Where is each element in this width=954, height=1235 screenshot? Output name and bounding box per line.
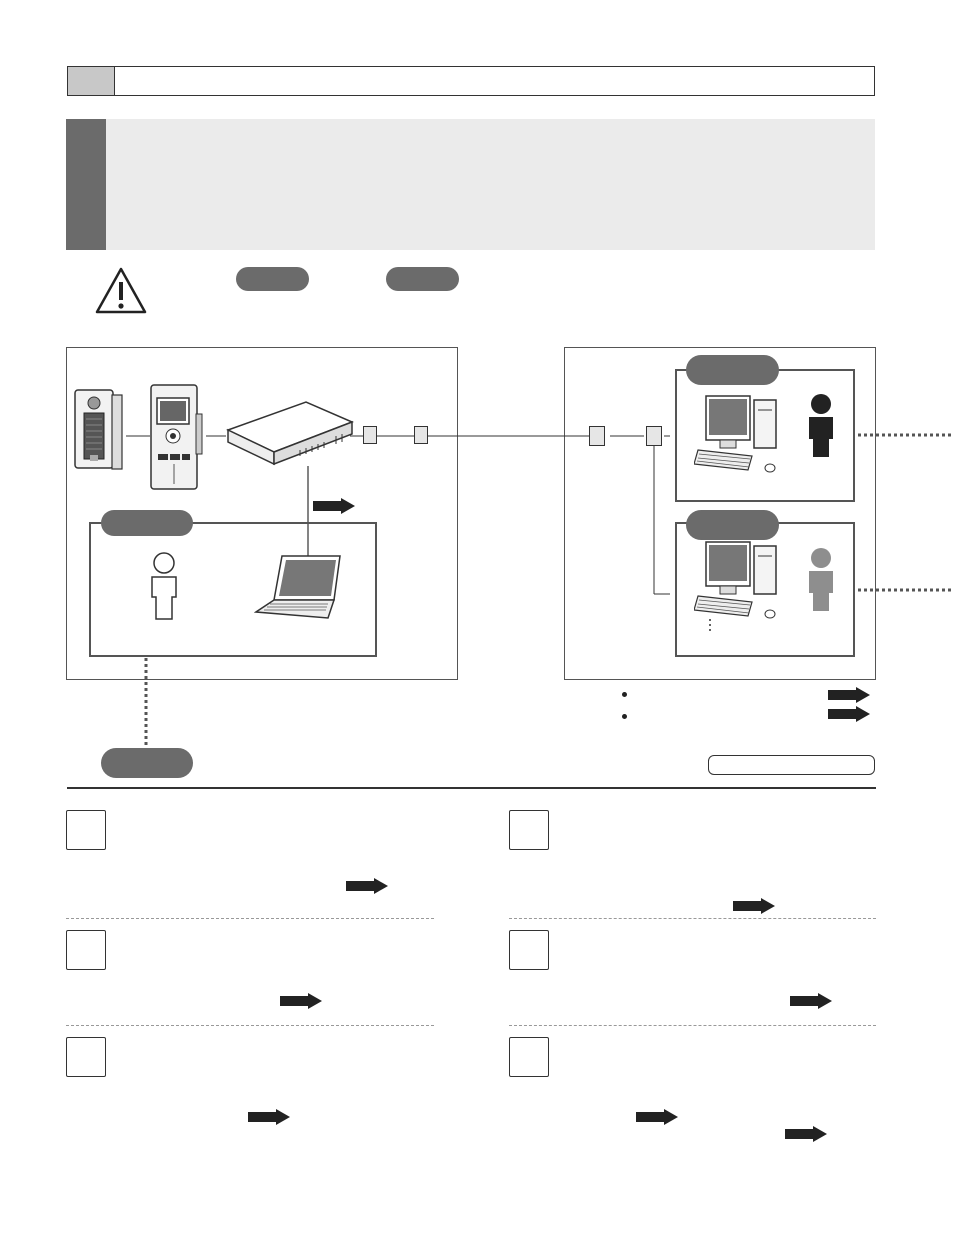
reference-arrow-icon: [248, 1109, 290, 1125]
network-cables-right: [430, 430, 670, 600]
connector-block: [363, 426, 377, 444]
step-separator: [66, 918, 434, 919]
step-separator: [66, 1025, 434, 1026]
remote-bottom-label: [686, 510, 779, 540]
label-pill-b: [386, 267, 459, 291]
connector-block: [414, 426, 428, 444]
note-bullet: [622, 692, 627, 697]
step-number-box: [66, 1037, 106, 1077]
remote-top-label: [686, 355, 779, 385]
desktop-computer-icon: [694, 394, 784, 476]
section-header-bar: [67, 66, 875, 96]
desktop-computer-icon: [694, 540, 784, 622]
reference-arrow-icon: [828, 687, 870, 703]
step-number-box: [66, 930, 106, 970]
reference-arrow-icon: [313, 498, 355, 514]
user-outline-icon: [144, 551, 184, 621]
ellipsis-vertical-icon: [707, 618, 713, 634]
step-number-box: [66, 810, 106, 850]
door-station-icon: [74, 389, 126, 473]
dotted-connector-left: [143, 658, 149, 750]
connector-block: [646, 426, 662, 446]
dotted-connector-right-top: [858, 432, 954, 438]
reference-arrow-icon: [733, 898, 775, 914]
remote-user-gray-icon: [805, 547, 837, 613]
step-separator: [509, 1025, 876, 1026]
step-separator: [509, 918, 876, 919]
reference-arrow-icon: [785, 1126, 827, 1142]
section-number-tab: [68, 67, 115, 95]
section-divider: [67, 787, 876, 789]
reference-arrow-icon: [790, 993, 832, 1009]
reference-outline-pill: [708, 755, 875, 775]
remote-user-icon: [805, 393, 837, 459]
intro-banner: [66, 119, 875, 250]
step-number-box: [509, 1037, 549, 1077]
dotted-connector-right-bottom: [858, 587, 954, 593]
local-user-label: [101, 510, 193, 536]
laptop-icon: [254, 552, 344, 622]
connector-block: [589, 426, 605, 446]
warning-triangle-icon: [94, 266, 148, 316]
note-bullet: [622, 714, 627, 719]
label-pill-a: [236, 267, 309, 291]
reference-arrow-icon: [346, 878, 388, 894]
reference-arrow-icon: [280, 993, 322, 1009]
bottom-label-pill: [101, 748, 193, 778]
step-number-box: [509, 930, 549, 970]
step-number-box: [509, 810, 549, 850]
reference-arrow-icon: [828, 706, 870, 722]
reference-arrow-icon: [636, 1109, 678, 1125]
banner-accent-bar: [66, 119, 106, 250]
